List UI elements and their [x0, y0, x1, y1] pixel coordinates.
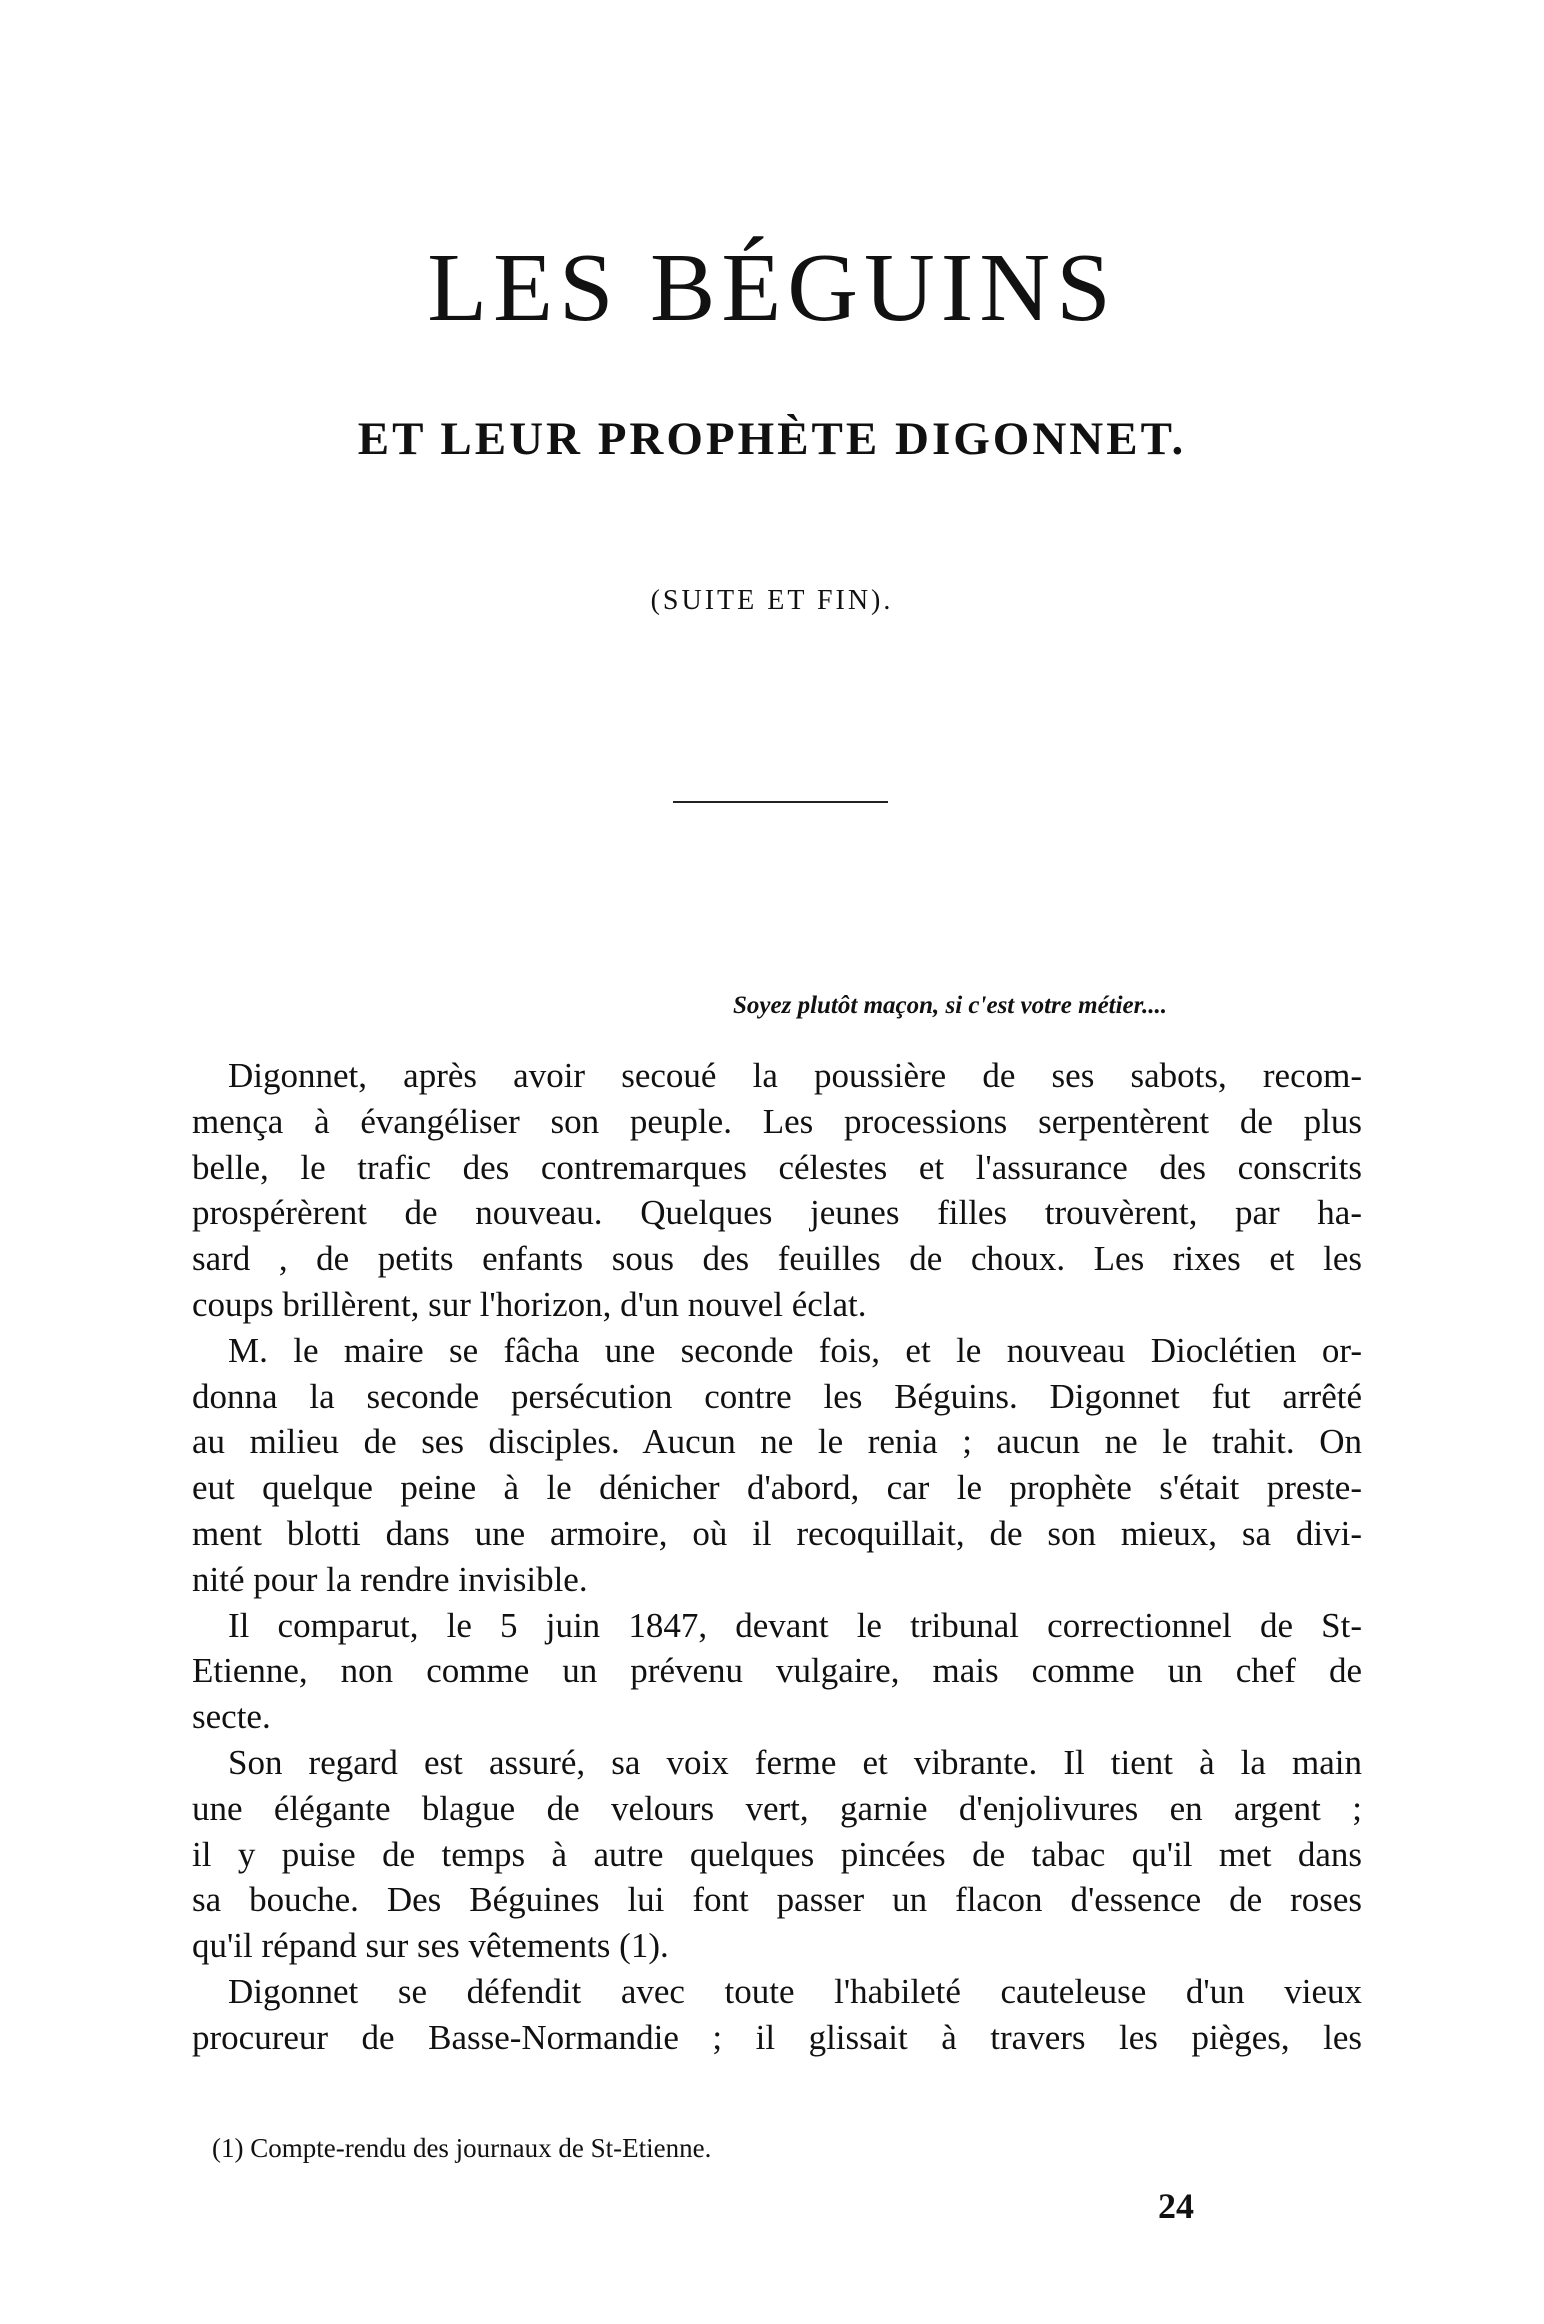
text-line: sard , de petits enfants sous des feuilles de choux. Les rixes et les — [192, 1239, 1362, 1279]
text-line: eut quelque peine à le dénicher d'abord, car le prophète s'était preste- — [192, 1468, 1362, 1508]
text-line: coups brillèrent, sur l'horizon, d'un nouvel éclat. — [192, 1284, 867, 1324]
text-line: Etienne, non comme un prévenu vulgaire, mais comme un chef de — [192, 1651, 1362, 1691]
text-line: nité pour la rendre invisible. — [192, 1559, 588, 1599]
text-line: une élégante blague de velours vert, garnie d'enjolivures en argent ; — [192, 1788, 1362, 1828]
text-line: mença à évangéliser son peuple. Les processions serpentèrent de plus — [192, 1101, 1362, 1141]
text-line: Digonnet, après avoir secoué la poussière de ses sabots, recom- — [228, 1056, 1362, 1095]
text-line: secte. — [192, 1697, 271, 1737]
text-line: au milieu de ses disciples. Aucun ne le renia ; aucun ne le trahit. On — [192, 1422, 1362, 1462]
text-line: il y puise de temps à autre quelques pincées de tabac qu'il met dans — [192, 1834, 1362, 1874]
footnote: (1) Compte-rendu des journaux de St-Etienne. — [212, 2133, 712, 2163]
separator-rule — [673, 801, 888, 803]
page-number: 24 — [1158, 2186, 1194, 2226]
text-line: qu'il répand sur ses vêtements (1). — [192, 1926, 669, 1966]
text-line: Il comparut, le 5 juin 1847, devant le tribunal correctionnel de St- — [228, 1605, 1362, 1645]
chapter-subtitle: ET LEUR PROPHÈTE DIGONNET. — [357, 413, 1187, 465]
text-line: procureur de Basse-Normandie ; il glissait à travers les pièges, les — [192, 2017, 1362, 2057]
text-line: donna la seconde persécution contre les Béguins. Digonnet fut arrêté — [192, 1376, 1362, 1416]
chapter-title: LES BÉGUINS — [427, 234, 1117, 342]
text-line: sa bouche. Des Béguines lui font passer un flacon d'essence de roses — [192, 1880, 1362, 1920]
text-line: ment blotti dans une armoire, où il recoquillait, de son mieux, sa divi- — [192, 1513, 1362, 1553]
text-line: M. le maire se fâcha une seconde fois, et le nouveau Dioclétien or- — [228, 1330, 1362, 1370]
text-line: Son regard est assuré, sa voix ferme et vibrante. Il tient à la main — [228, 1742, 1362, 1782]
text-line: Digonnet se défendit avec toute l'habileté cauteleuse d'un vieux — [228, 1971, 1362, 2011]
body-text — [192, 1053, 1362, 2061]
continuation-note: (SUITE ET FIN). — [650, 585, 894, 616]
text-line: belle, le trafic des contremarques célestes et l'assurance des conscrits — [192, 1147, 1362, 1187]
text-line: prospérèrent de nouveau. Quelques jeunes filles trouvèrent, par ha- — [192, 1193, 1362, 1233]
epigraph: Soyez plutôt maçon, si c'est votre métier.... — [733, 992, 1167, 1019]
